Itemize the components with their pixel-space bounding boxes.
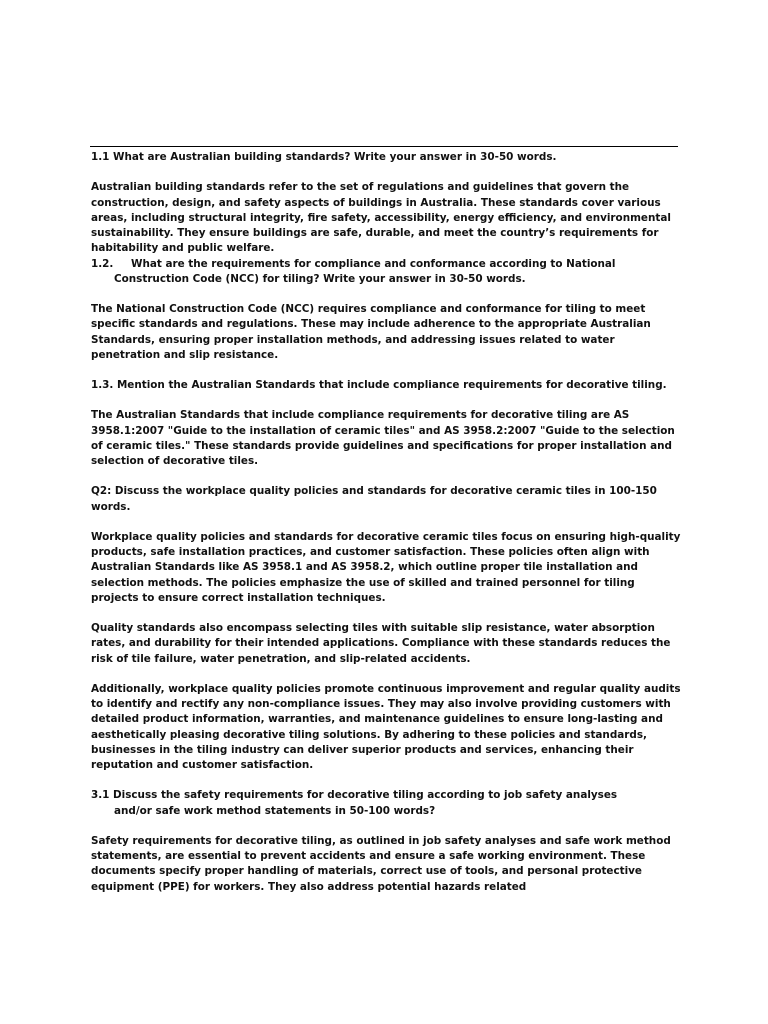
question-1-1: 1.1 What are Australian building standards? Write your answer in 30-50 words. xyxy=(91,151,557,163)
document-body xyxy=(91,150,681,895)
answer-1-3: The Australian Standards that include compliance requirements for decorative tiling are AS 3958.1:2007 "Guide to the installation of ceramic tiles" and AS 3958.2:2007 "Guide to the selection of ceramic tiles." These standards provide guidelines and specifications for proper installation and selection of decorative tiles. xyxy=(91,409,675,467)
question-1-3: 1.3. Mention the Australian Standards that include compliance requirements for decorative tiling. xyxy=(91,379,667,391)
answer-2-paragraph-2: Quality standards also encompass selecting tiles with suitable slip resistance, water absorption rates, and durability for their intended applications. Compliance with these standards reduces the risk of tile failure, water penetration, and slip-related accidents. xyxy=(91,622,671,665)
question-1-2-text: What are the requirements for compliance and conformance according to National Construction Code (NCC) for tiling? Write your answer in 30-50 words. xyxy=(114,257,616,285)
question-1-2 xyxy=(91,257,681,288)
question-3-1-line-1: 3.1 Discuss the safety requirements for decorative tiling according to job safety analyses xyxy=(91,789,618,802)
answer-3-1: Safety requirements for decorative tiling, as outlined in job safety analyses and safe work method statements, are essential to prevent accidents and ensure a safe working environment. These documents specify proper handling of materials, correct use of tools, and personal protective equipment (PPE) for workers. They also address potential hazards related xyxy=(91,834,671,893)
top-rule xyxy=(90,146,678,147)
question-2: Q2: Discuss the workplace quality policies and standards for decorative ceramic tiles in 100-150 words. xyxy=(91,485,657,513)
answer-2-paragraph-1: Workplace quality policies and standards for decorative ceramic tiles focus on ensuring high-quality products, safe installation practices, and customer satisfaction. These policies often align with Australian Standards like AS 3958.1 and AS 3958.2, which outline proper tile installation and selection methods. The policies emphasize the use of skilled and trained personnel for tiling projects to ensure correct installation techniques. xyxy=(91,530,681,604)
question-3-1-line-2: and/or safe work method statements in 50-100 words? xyxy=(114,804,436,817)
question-1-2-number: 1.2. xyxy=(91,257,114,270)
answer-2-paragraph-3: Additionally, workplace quality policies promote continuous improvement and regular quality audits to identify and rectify any non-compliance issues. They may also involve providing customers with detailed product information, warranties, and maintenance guidelines to ensure long-lasting and aesthetically pleasing decorative tiling solutions. By adhering to these policies and standards, businesses in the tiling industry can deliver superior products and services, enhancing their reputation and customer satisfaction. xyxy=(91,682,681,771)
answer-1-1: Australian building standards refer to the set of regulations and guidelines that govern the construction, design, and safety aspects of buildings in Australia. These standards cover various areas, including structural integrity, fire safety, accessibility, energy efficiency, and environmental sustainability. They ensure buildings are safe, durable, and meet the country’s requirements for habitability and public welfare. xyxy=(91,181,671,255)
answer-1-2: The National Construction Code (NCC) requires compliance and conformance for tiling to meet specific standards and regulations. These may include adherence to the appropriate Australian Standards, ensuring proper installation methods, and addressing issues related to water penetration and slip resistance. xyxy=(91,303,651,361)
